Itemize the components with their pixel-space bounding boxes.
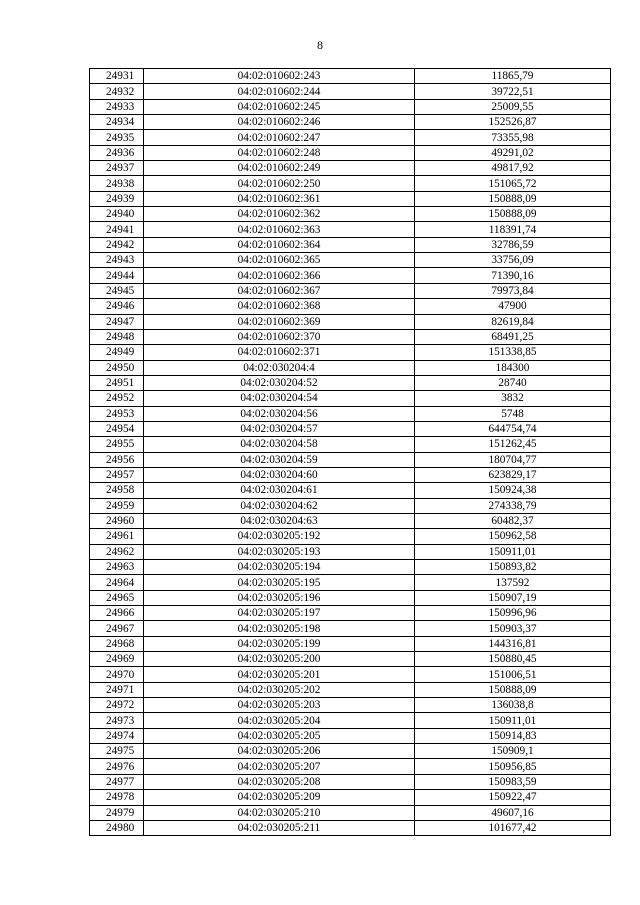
value-cell: 49291,02: [415, 145, 611, 160]
cadastral-number-cell: 04:02:030205:200: [144, 652, 415, 667]
row-number-cell: 24973: [90, 713, 144, 728]
row-number-cell: 24967: [90, 621, 144, 636]
table-row: [90, 237, 611, 252]
row-number-cell: 24936: [90, 145, 144, 160]
table-row: [90, 498, 611, 513]
row-number-cell: 24955: [90, 437, 144, 452]
cadastral-number-cell: 04:02:030205:203: [144, 698, 415, 713]
cadastral-number-cell: 04:02:030205:194: [144, 560, 415, 575]
table-row: [90, 161, 611, 176]
row-number-cell: 24980: [90, 820, 144, 835]
row-number-cell: 24977: [90, 774, 144, 789]
table-row: [90, 529, 611, 544]
row-number-cell: 24964: [90, 575, 144, 590]
table-row: [90, 790, 611, 805]
value-cell: 68491,25: [415, 329, 611, 344]
value-cell: 137592: [415, 575, 611, 590]
table-row: [90, 130, 611, 145]
row-number-cell: 24979: [90, 805, 144, 820]
table-row: [90, 360, 611, 375]
value-cell: 150888,09: [415, 207, 611, 222]
row-number-cell: 24938: [90, 176, 144, 191]
row-number-cell: 24960: [90, 513, 144, 528]
value-cell: 82619,84: [415, 314, 611, 329]
table-row: [90, 575, 611, 590]
table-row: [90, 115, 611, 130]
row-number-cell: 24961: [90, 529, 144, 544]
cadastral-number-cell: 04:02:010602:362: [144, 207, 415, 222]
cadastral-number-cell: 04:02:010602:250: [144, 176, 415, 191]
row-number-cell: 24933: [90, 99, 144, 114]
table-row: [90, 329, 611, 344]
row-number-cell: 24948: [90, 329, 144, 344]
cadastral-number-cell: 04:02:010602:370: [144, 329, 415, 344]
cadastral-number-cell: 04:02:030205:201: [144, 667, 415, 682]
table-row: [90, 606, 611, 621]
value-cell: 25009,55: [415, 99, 611, 114]
table-row: [90, 253, 611, 268]
value-cell: 32786,59: [415, 237, 611, 252]
table-row: [90, 759, 611, 774]
cadastral-number-cell: 04:02:030205:206: [144, 744, 415, 759]
table-row: [90, 69, 611, 84]
cadastral-number-cell: 04:02:030205:193: [144, 544, 415, 559]
value-cell: 623829,17: [415, 467, 611, 482]
value-cell: 150888,09: [415, 191, 611, 206]
row-number-cell: 24965: [90, 590, 144, 605]
value-cell: 150924,38: [415, 483, 611, 498]
table-row: [90, 375, 611, 390]
table-row: [90, 682, 611, 697]
table-row: [90, 145, 611, 160]
cadastral-number-cell: 04:02:010602:364: [144, 237, 415, 252]
row-number-cell: 24959: [90, 498, 144, 513]
row-number-cell: 24932: [90, 84, 144, 99]
value-cell: 150880,45: [415, 652, 611, 667]
cadastral-number-cell: 04:02:010602:249: [144, 161, 415, 176]
table-row: [90, 483, 611, 498]
cadastral-number-cell: 04:02:030204:63: [144, 513, 415, 528]
value-cell: 150907,19: [415, 590, 611, 605]
value-cell: 28740: [415, 375, 611, 390]
row-number-cell: 24970: [90, 667, 144, 682]
row-number-cell: 24950: [90, 360, 144, 375]
cadastral-number-cell: 04:02:030205:192: [144, 529, 415, 544]
table-row: [90, 652, 611, 667]
value-cell: 150914,83: [415, 728, 611, 743]
value-cell: 150983,59: [415, 774, 611, 789]
cadastral-number-cell: 04:02:010602:363: [144, 222, 415, 237]
cadastral-number-cell: 04:02:030205:199: [144, 636, 415, 651]
value-cell: 151338,85: [415, 345, 611, 360]
value-cell: 101677,42: [415, 820, 611, 835]
table-row: [90, 728, 611, 743]
value-cell: 79973,84: [415, 283, 611, 298]
table-row: [90, 713, 611, 728]
table-row: [90, 391, 611, 406]
table-row: [90, 513, 611, 528]
table-row: [90, 820, 611, 835]
row-number-cell: 24969: [90, 652, 144, 667]
row-number-cell: 24974: [90, 728, 144, 743]
table-row: [90, 744, 611, 759]
cadastral-number-cell: 04:02:030204:52: [144, 375, 415, 390]
row-number-cell: 24972: [90, 698, 144, 713]
row-number-cell: 24966: [90, 606, 144, 621]
value-cell: 184300: [415, 360, 611, 375]
cadastral-number-cell: 04:02:010602:368: [144, 299, 415, 314]
row-number-cell: 24958: [90, 483, 144, 498]
cadastral-number-cell: 04:02:030204:59: [144, 452, 415, 467]
row-number-cell: 24934: [90, 115, 144, 130]
table-row: [90, 667, 611, 682]
cadastral-value-table: [89, 68, 611, 836]
row-number-cell: 24968: [90, 636, 144, 651]
value-cell: 150956,85: [415, 759, 611, 774]
value-cell: 151006,51: [415, 667, 611, 682]
cadastral-number-cell: 04:02:030205:209: [144, 790, 415, 805]
table-row: [90, 437, 611, 452]
value-cell: 274338,79: [415, 498, 611, 513]
value-cell: 144316,81: [415, 636, 611, 651]
table-row: [90, 698, 611, 713]
value-cell: 150922,47: [415, 790, 611, 805]
row-number-cell: 24939: [90, 191, 144, 206]
cadastral-number-cell: 04:02:010602:246: [144, 115, 415, 130]
cadastral-number-cell: 04:02:030204:57: [144, 421, 415, 436]
table-row: [90, 421, 611, 436]
cadastral-number-cell: 04:02:030204:61: [144, 483, 415, 498]
value-cell: 151065,72: [415, 176, 611, 191]
value-cell: 49607,16: [415, 805, 611, 820]
value-cell: 71390,16: [415, 268, 611, 283]
value-cell: 49817,92: [415, 161, 611, 176]
table-row: [90, 222, 611, 237]
table-row: [90, 176, 611, 191]
table-row: [90, 544, 611, 559]
cadastral-number-cell: 04:02:030205:210: [144, 805, 415, 820]
row-number-cell: 24962: [90, 544, 144, 559]
row-number-cell: 24957: [90, 467, 144, 482]
row-number-cell: 24976: [90, 759, 144, 774]
cadastral-number-cell: 04:02:030205:208: [144, 774, 415, 789]
table-row: [90, 636, 611, 651]
cadastral-number-cell: 04:02:010602:248: [144, 145, 415, 160]
value-cell: 150911,01: [415, 713, 611, 728]
row-number-cell: 24935: [90, 130, 144, 145]
table-row: [90, 191, 611, 206]
row-number-cell: 24975: [90, 744, 144, 759]
cadastral-number-cell: 04:02:030205:204: [144, 713, 415, 728]
cadastral-number-cell: 04:02:010602:367: [144, 283, 415, 298]
value-cell: 39722,51: [415, 84, 611, 99]
row-number-cell: 24944: [90, 268, 144, 283]
value-cell: 150903,37: [415, 621, 611, 636]
row-number-cell: 24951: [90, 375, 144, 390]
value-cell: 150888,09: [415, 682, 611, 697]
table-row: [90, 467, 611, 482]
cadastral-number-cell: 04:02:030204:56: [144, 406, 415, 421]
table-row: [90, 774, 611, 789]
cadastral-number-cell: 04:02:030205:197: [144, 606, 415, 621]
cadastral-number-cell: 04:02:030205:205: [144, 728, 415, 743]
value-cell: 180704,77: [415, 452, 611, 467]
cadastral-number-cell: 04:02:010602:369: [144, 314, 415, 329]
cadastral-number-cell: 04:02:010602:245: [144, 99, 415, 114]
table-row: [90, 621, 611, 636]
row-number-cell: 24943: [90, 253, 144, 268]
cadastral-number-cell: 04:02:010602:361: [144, 191, 415, 206]
row-number-cell: 24940: [90, 207, 144, 222]
table-row: [90, 560, 611, 575]
value-cell: 47900: [415, 299, 611, 314]
table-row: [90, 84, 611, 99]
cadastral-number-cell: 04:02:010602:244: [144, 84, 415, 99]
table-row: [90, 283, 611, 298]
table-row: [90, 268, 611, 283]
row-number-cell: 24954: [90, 421, 144, 436]
row-number-cell: 24945: [90, 283, 144, 298]
row-number-cell: 24942: [90, 237, 144, 252]
cadastral-number-cell: 04:02:010602:243: [144, 69, 415, 84]
cadastral-number-cell: 04:02:030204:4: [144, 360, 415, 375]
cadastral-number-cell: 04:02:030205:198: [144, 621, 415, 636]
value-cell: 60482,37: [415, 513, 611, 528]
table-row: [90, 406, 611, 421]
value-cell: 118391,74: [415, 222, 611, 237]
value-cell: 152526,87: [415, 115, 611, 130]
cadastral-number-cell: 04:02:030205:207: [144, 759, 415, 774]
cadastral-number-cell: 04:02:030205:196: [144, 590, 415, 605]
row-number-cell: 24947: [90, 314, 144, 329]
cadastral-number-cell: 04:02:010602:366: [144, 268, 415, 283]
cadastral-number-cell: 04:02:010602:247: [144, 130, 415, 145]
table-row: [90, 452, 611, 467]
table-row: [90, 590, 611, 605]
cadastral-number-cell: 04:02:010602:365: [144, 253, 415, 268]
row-number-cell: 24941: [90, 222, 144, 237]
row-number-cell: 24949: [90, 345, 144, 360]
row-number-cell: 24963: [90, 560, 144, 575]
table-body: [90, 69, 611, 836]
value-cell: 150911,01: [415, 544, 611, 559]
table-row: [90, 805, 611, 820]
value-cell: 5748: [415, 406, 611, 421]
value-cell: 150909,1: [415, 744, 611, 759]
row-number-cell: 24956: [90, 452, 144, 467]
cadastral-number-cell: 04:02:030205:195: [144, 575, 415, 590]
value-cell: 644754,74: [415, 421, 611, 436]
value-cell: 3832: [415, 391, 611, 406]
row-number-cell: 24937: [90, 161, 144, 176]
value-cell: 151262,45: [415, 437, 611, 452]
page-number: 8: [317, 38, 323, 52]
value-cell: 136038,8: [415, 698, 611, 713]
row-number-cell: 24953: [90, 406, 144, 421]
value-cell: 150893,82: [415, 560, 611, 575]
cadastral-number-cell: 04:02:030205:202: [144, 682, 415, 697]
table-row: [90, 207, 611, 222]
cadastral-number-cell: 04:02:030204:62: [144, 498, 415, 513]
cadastral-number-cell: 04:02:030204:58: [144, 437, 415, 452]
table-row: [90, 99, 611, 114]
row-number-cell: 24978: [90, 790, 144, 805]
row-number-cell: 24952: [90, 391, 144, 406]
value-cell: 150996,96: [415, 606, 611, 621]
row-number-cell: 24931: [90, 69, 144, 84]
value-cell: 73355,98: [415, 130, 611, 145]
table-row: [90, 314, 611, 329]
table-row: [90, 345, 611, 360]
cadastral-number-cell: 04:02:030204:60: [144, 467, 415, 482]
row-number-cell: 24946: [90, 299, 144, 314]
value-cell: 150962,58: [415, 529, 611, 544]
row-number-cell: 24971: [90, 682, 144, 697]
value-cell: 11865,79: [415, 69, 611, 84]
cadastral-number-cell: 04:02:010602:371: [144, 345, 415, 360]
cadastral-number-cell: 04:02:030205:211: [144, 820, 415, 835]
table-row: [90, 299, 611, 314]
value-cell: 33756,09: [415, 253, 611, 268]
cadastral-number-cell: 04:02:030204:54: [144, 391, 415, 406]
